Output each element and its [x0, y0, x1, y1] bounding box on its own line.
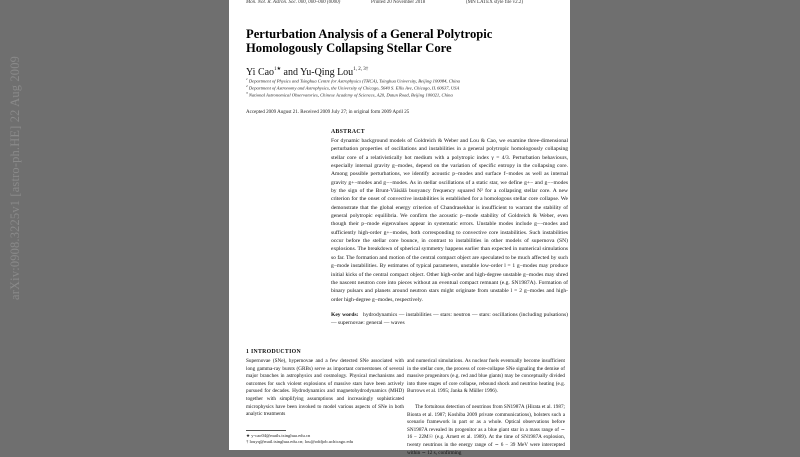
affiliation-mark: 3: [246, 91, 248, 95]
footnote-rule: [246, 430, 286, 431]
abstract-body: For dynamic background models of Goldreich & Weber and Lou & Cao, we examine three-dimensional perturbation properties of oscillations and instabilities in a general polytropic homologously collapsing stellar core of a relativistically hot medium with a polytropic index γ = 4/3. Perturbation behaviours, especially internal gravity g−modes, depend on the variation of specific entropy in the collapsing core. Among possible perturbations, we identify acoustic p−modes and surface f−modes as well as internal gravity g+−modes and g−−modes. As in stellar oscillations of a static star, we define g+− and g−−modes by the sign of the Brunt-Väisälä buoyancy frequency squared N² for a collapsing stellar core. A new criterion for the onset of convective instabilities is established for a homologous stellar core collapse. We demonstrate that the global energy criterion of Chandrasekhar is insufficient to warrant the stability of general polytropic equilibria. We confirm the acoustic p−mode stability of Goldreich & Weber, even though their p−mode eigenvalues appear in systematic errors. Unstable modes include g−−modes and sufficiently high-order g+−modes, both corresponding to convective core instabilities. Such instabilities occur before the stellar core bounce, in contrast to instabilities in other models of supernova (SN) explosions. The breakdown of spherical symmetry happens earlier than expected in numerical simulations so far. The formation and motion of the central compact object are speculated to be much affected by such g−mode instabilities. By estimates of typical parameters, unstable low-order l = 1 g−modes may produce initial kicks of the central compact object. Other high-order and high-degree unstable g−modes may shred the nascent neutron core into pieces without an eventual compact remnant (e.g. SN1987A). Formation of binary pulsars and planets around neutron stars might originate from unstable l = 2 g−modes and high-order high-degree g−modes, respectively.: [331, 138, 568, 303]
intro-paragraph: and numerical simulations. As nuclear fuels eventually become insufficient in the stellar core, the process of core-collapse SNe signaling the demise of massive progenitors (e.g. red and blue giants) may be conceptually divided into three stages of core collapse, rebound shock and neutrino heating (e.g. Burrows et al. 1995; Janka & Müller 1996).: [407, 358, 565, 395]
affiliation-text: National Astronomical Observatories, Chinese Academy of Sciences, A20, Datun Road, Beijing 100021, China: [248, 92, 453, 98]
arxiv-identifier-stamp: arXiv:0908.3225v1 [astro-ph.HE] 22 Aug 2009: [8, 56, 22, 300]
author-marks: 1★: [274, 67, 282, 72]
title-line-1: Perturbation Analysis of a General Polytropic: [246, 27, 493, 41]
author-conjunction: and: [281, 67, 301, 78]
affiliation-mark: 1: [246, 77, 248, 81]
keywords-list: hydrodynamics — instabilities — stars: neutron — stars: oscillations (including pulsations) — supernovae: general — waves: [331, 312, 568, 327]
intro-paragraph: The fortuitous detection of neutrinos from SN1987A (Hirata et al. 1987; Bionta et al. 1987; Koshiba 2009 private communications), bolsters such a scenario framework in part or as a whole. Optical observations before SN1987A revealed its progenitor as a blue giant star in a mass range of ∼ 16 − 22M☉ (e.g. Arnett et al. 1989). At the time of SN1987A explosion, twenty neutrinos in the energy range of ∼ 6 − 39 MeV were intercepted within ∼ 12 s, confirming: [407, 403, 565, 456]
style-file-note: (MN LATEX style file v2.2): [466, 0, 524, 5]
right-column: [407, 358, 565, 456]
running-header: [246, 0, 564, 6]
footnote-email: ★ y-cao04@mails.tsinghua.edu.cn: [246, 433, 311, 438]
title-line-2: Homologously Collapsing Stellar Core: [246, 41, 452, 55]
intro-paragraph: Supernovae (SNe), hypernovae and a few detected SNe associated with long gamma-ray bursts (GRBs) serve as important cornerstones of several major branches in astrophysics and cosmology. Physical mechanisms and outcomes for such violent explosions of massive stars have been actively pursued for decades. Hydrodynamics and magnetohydrodynamics (MHD) together with simplifying assumptions and increasingly sophisticated microphysics have been invoked to model various aspects of SNe in both analytic treatments: [246, 358, 404, 418]
section-heading-introduction: 1 INTRODUCTION: [246, 349, 301, 355]
journal-citation: Mon. Not. R. Astron. Soc. 000, 000–000 (0000): [246, 0, 341, 5]
paper-page: [229, 0, 570, 456]
abstract-heading: ABSTRACT: [331, 129, 365, 135]
affiliation: [246, 90, 453, 99]
affiliation-mark: 2: [246, 84, 248, 88]
author-name: Yu-Qing Lou: [300, 67, 354, 78]
author-marks: 1, 2, 3†: [353, 67, 369, 72]
author-name: Yi Cao: [246, 67, 275, 78]
keywords-label: Key words:: [331, 312, 359, 318]
affiliation-text: Department of Physics and Tsinghua Centre for Astrophysics (THCA), Tsinghua University, Beijing 100084, China: [248, 78, 460, 84]
left-column: [246, 358, 404, 426]
printed-date: Printed 20 November 2018: [371, 0, 426, 5]
acceptance-dates: Accepted 2009 August 21. Received 2009 July 27; in original form 2009 April 25: [246, 110, 410, 115]
affiliation-text: Department of Astronomy and Astrophysics, the University of Chicago, 5640 S. Ellis Ave, Chicago, IL 60637, USA: [248, 85, 460, 91]
keywords: [331, 311, 568, 328]
paper-title: [246, 27, 566, 55]
footnotes: [246, 433, 353, 445]
footnote-email: † louyq@mail.tsinghua.edu.cn; lou@oddjob.uchicago.edu: [246, 439, 354, 444]
